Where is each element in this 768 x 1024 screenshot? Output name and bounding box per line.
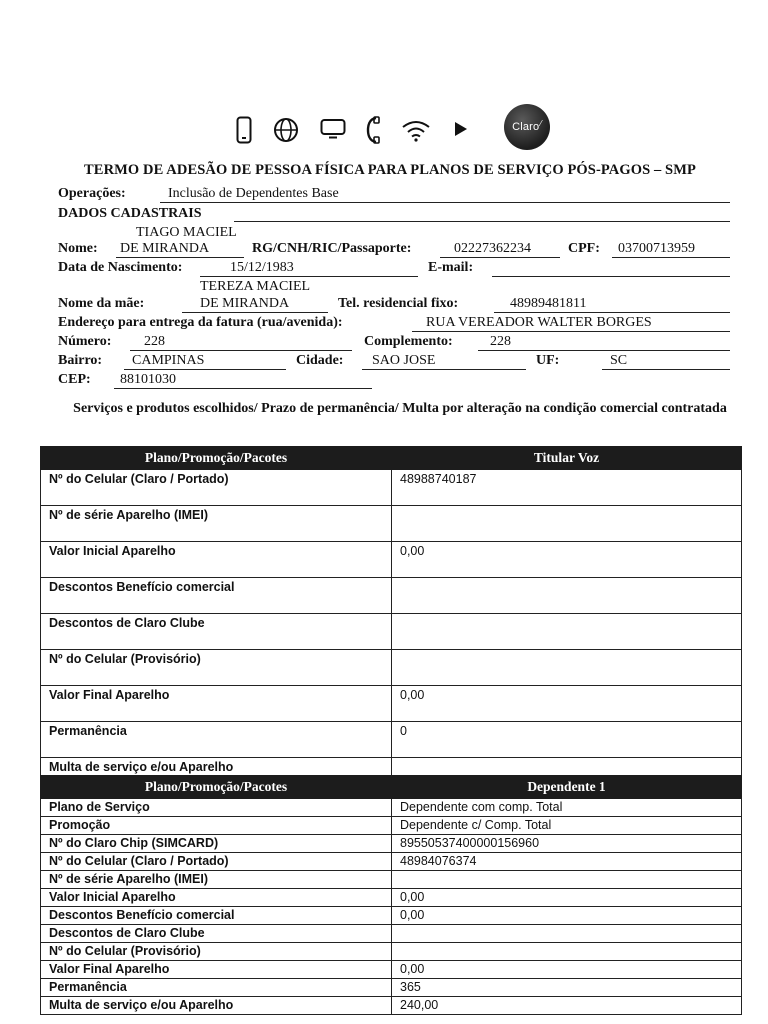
row-label: Nº de série Aparelho (IMEI) — [41, 506, 392, 542]
nascimento-underline — [200, 276, 418, 277]
claro-logo-text: Claro — [512, 121, 540, 133]
endereco-value: RUA VEREADOR WALTER BORGES — [426, 315, 652, 330]
row-label: Valor Final Aparelho — [41, 686, 392, 722]
table-row — [41, 722, 742, 758]
row-label: Nº do Claro Chip (SIMCARD) — [41, 835, 392, 853]
cidade-underline — [362, 369, 526, 370]
rg-value: 02227362234 — [454, 241, 531, 256]
row-value — [392, 925, 742, 943]
mae-underline — [182, 312, 328, 313]
numero-underline — [130, 350, 352, 351]
table-row — [41, 889, 742, 907]
row-value: 48988740187 — [392, 470, 742, 506]
table-header-row — [41, 447, 742, 470]
dependente-1-table — [40, 775, 742, 1015]
tel-underline — [494, 312, 730, 313]
titular-voz-table — [40, 446, 742, 794]
row-value — [392, 614, 742, 650]
cpf-value: 03700713959 — [618, 241, 695, 256]
row-value: 48984076374 — [392, 853, 742, 871]
table-header-plano: Plano/Promoção/Pacotes — [41, 447, 392, 470]
services-heading: Serviços e produtos escolhidos/ Prazo de permanência/ Multa por alteração na condição comercial contratada — [73, 401, 727, 416]
row-label: Nº do Celular (Provisório) — [41, 650, 392, 686]
mobile-phone-icon — [236, 116, 252, 144]
uf-label: UF: — [536, 353, 560, 368]
row-label: Multa de serviço e/ou Aparelho — [41, 997, 392, 1015]
tv-icon — [320, 118, 346, 140]
cpf-label: CPF: — [568, 241, 600, 256]
nome-value-line2: DE MIRANDA — [120, 241, 210, 256]
wifi-icon — [400, 118, 432, 142]
email-underline — [492, 276, 730, 277]
table-row — [41, 943, 742, 961]
dados-underline — [234, 221, 730, 222]
row-value: Dependente com comp. Total — [392, 799, 742, 817]
row-value — [392, 943, 742, 961]
row-label: Permanência — [41, 722, 392, 758]
landline-phone-icon — [366, 116, 380, 144]
play-icon — [454, 121, 468, 137]
email-label: E-mail: — [428, 260, 474, 275]
table-row — [41, 650, 742, 686]
numero-value: 228 — [144, 334, 165, 349]
complemento-value: 228 — [490, 334, 511, 349]
table-row — [41, 506, 742, 542]
row-label: Permanência — [41, 979, 392, 997]
table-header-dependente-1: Dependente 1 — [392, 776, 742, 799]
tel-label: Tel. residencial fixo: — [338, 296, 459, 311]
mae-value-line1: TEREZA MACIEL — [200, 279, 311, 294]
row-label: Descontos de Claro Clube — [41, 614, 392, 650]
cpf-underline — [612, 257, 730, 258]
table-row — [41, 799, 742, 817]
complemento-underline — [478, 350, 730, 351]
nome-label: Nome: — [58, 241, 98, 256]
row-value: 0,00 — [392, 686, 742, 722]
claro-logo-rays-icon: ⁄ — [540, 118, 542, 128]
operacoes-underline — [160, 202, 730, 203]
cep-label: CEP: — [58, 372, 91, 387]
service-icons-row — [228, 108, 558, 152]
mae-value-line2: DE MIRANDA — [200, 296, 290, 311]
document-title: TERMO DE ADESÃO DE PESSOA FÍSICA PARA PLANOS DE SERVIÇO PÓS-PAGOS – SMP — [84, 162, 696, 178]
endereco-underline — [412, 331, 730, 332]
row-label: Nº do Celular (Provisório) — [41, 943, 392, 961]
table-row — [41, 979, 742, 997]
row-value: Dependente c/ Comp. Total — [392, 817, 742, 835]
cidade-value: SAO JOSE — [372, 353, 436, 368]
operacoes-label: Operações: — [58, 186, 126, 201]
row-value: 89550537400000156960 — [392, 835, 742, 853]
cidade-label: Cidade: — [296, 353, 344, 368]
table-row — [41, 817, 742, 835]
table-row — [41, 686, 742, 722]
row-value — [392, 871, 742, 889]
dados-cadastrais-heading: DADOS CADASTRAIS — [58, 206, 202, 221]
globe-icon — [272, 116, 300, 144]
table-header-row — [41, 776, 742, 799]
claro-logo — [504, 104, 550, 150]
row-label: Multa de serviço e/ou Aparelho — [41, 758, 392, 794]
table-row — [41, 925, 742, 943]
cep-value: 88101030 — [120, 372, 176, 387]
tel-value: 48989481811 — [510, 296, 587, 311]
complemento-label: Complemento: — [364, 334, 453, 349]
row-label: Valor Final Aparelho — [41, 961, 392, 979]
bairro-underline — [124, 369, 286, 370]
row-label: Nº do Celular (Claro / Portado) — [41, 470, 392, 506]
row-label: Promoção — [41, 817, 392, 835]
numero-label: Número: — [58, 334, 112, 349]
row-label: Nº de série Aparelho (IMEI) — [41, 871, 392, 889]
table-row — [41, 470, 742, 506]
row-value: 0,00 — [392, 907, 742, 925]
row-value: 0 — [392, 722, 742, 758]
row-value — [392, 506, 742, 542]
table-row — [41, 961, 742, 979]
nascimento-label: Data de Nascimento: — [58, 260, 183, 275]
row-label: Valor Inicial Aparelho — [41, 889, 392, 907]
row-label: Descontos de Claro Clube — [41, 925, 392, 943]
nascimento-value: 15/12/1983 — [230, 260, 294, 275]
rg-underline — [440, 257, 560, 258]
uf-value: SC — [610, 353, 628, 368]
table-row — [41, 542, 742, 578]
table-row — [41, 578, 742, 614]
row-label: Plano de Serviço — [41, 799, 392, 817]
cep-underline — [114, 388, 372, 389]
table-row — [41, 835, 742, 853]
row-label: Descontos Benefício comercial — [41, 578, 392, 614]
table-row — [41, 997, 742, 1015]
row-label: Nº do Celular (Claro / Portado) — [41, 853, 392, 871]
row-value — [392, 578, 742, 614]
operacoes-value: Inclusão de Dependentes Base — [168, 186, 339, 201]
table-row — [41, 907, 742, 925]
endereco-label: Endereço para entrega da fatura (rua/avenida): — [58, 315, 343, 330]
table-row — [41, 853, 742, 871]
nome-underline — [116, 257, 244, 258]
row-value: 0,00 — [392, 961, 742, 979]
table-row — [41, 614, 742, 650]
table-header-plano: Plano/Promoção/Pacotes — [41, 776, 392, 799]
rg-label: RG/CNH/RIC/Passaporte: — [252, 241, 412, 256]
mae-label: Nome da mãe: — [58, 296, 145, 311]
row-label: Descontos Benefício comercial — [41, 907, 392, 925]
row-value: 0,00 — [392, 542, 742, 578]
nome-value-line1: TIAGO MACIEL — [136, 225, 237, 240]
bairro-label: Bairro: — [58, 353, 103, 368]
bairro-value: CAMPINAS — [132, 353, 205, 368]
row-value — [392, 650, 742, 686]
row-label: Valor Inicial Aparelho — [41, 542, 392, 578]
table-row — [41, 871, 742, 889]
row-value: 240,00 — [392, 997, 742, 1015]
row-value: 365 — [392, 979, 742, 997]
table-header-titular-voz: Titular Voz — [392, 447, 742, 470]
uf-underline — [602, 369, 730, 370]
row-value: 0,00 — [392, 889, 742, 907]
